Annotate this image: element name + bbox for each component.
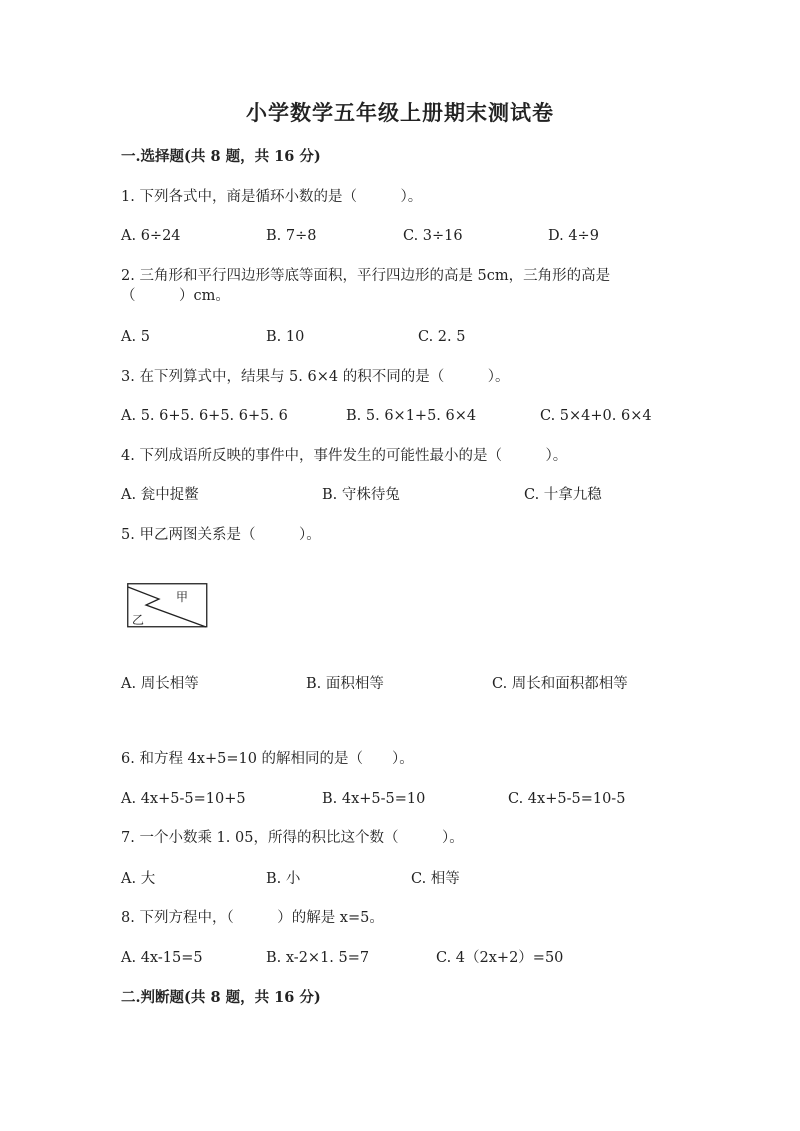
- question-4-option-b: B. 守株待兔: [322, 487, 400, 503]
- question-1-option-d: D. 4÷9: [548, 228, 599, 244]
- question-5-figure: [127, 583, 209, 629]
- question-5-option-a: A. 周长相等: [121, 676, 199, 692]
- question-2-option-b: B. 10: [266, 329, 305, 345]
- question-5-stem: 5. 甲乙两图关系是（ ）。: [121, 527, 321, 543]
- question-5-option-c: C. 周长和面积都相等: [492, 676, 628, 692]
- question-4-option-c: C. 十拿九稳: [524, 487, 602, 503]
- question-1-option-b: B. 7÷8: [266, 228, 317, 244]
- question-2-stem-line-1: 2. 三角形和平行四边形等底等面积，平行四边形的高是 5cm，三角形的高是: [121, 268, 611, 284]
- question-7-stem: 7. 一个小数乘 1. 05，所得的积比这个数（ ）。: [121, 830, 464, 846]
- figure-label-yi: 乙: [132, 613, 145, 627]
- question-1-option-a: A. 6÷24: [121, 228, 181, 244]
- page-title: 小学数学五年级上册期末测试卷: [246, 100, 554, 125]
- question-3-option-b: B. 5. 6×1+5. 6×4: [346, 408, 477, 424]
- question-2-option-c: C. 2. 5: [418, 329, 466, 345]
- question-1-stem: 1. 下列各式中，商是循环小数的是（ ）。: [121, 189, 423, 205]
- question-3-option-c: C. 5×4+0. 6×4: [540, 408, 652, 424]
- question-8-option-a: A. 4x-15=5: [121, 950, 203, 966]
- question-4-stem: 4. 下列成语所反映的事件中，事件发生的可能性最小的是（ ）。: [121, 448, 568, 464]
- question-3-stem: 3. 在下列算式中，结果与 5. 6×4 的积不同的是（ ）。: [121, 369, 510, 385]
- question-2-stem-line-2: （ ）cm。: [121, 288, 230, 304]
- question-6-option-a: A. 4x+5-5=10+5: [121, 791, 246, 807]
- question-8-stem: 8. 下列方程中，（ ）的解是 x=5。: [121, 910, 384, 926]
- question-6-stem: 6. 和方程 4x+5=10 的解相同的是（ ）。: [121, 751, 414, 767]
- figure-label-jia: 甲: [176, 590, 189, 604]
- question-7-option-c: C. 相等: [411, 871, 460, 887]
- question-8-option-c: C. 4（2x+2）=50: [436, 950, 564, 966]
- question-3-option-a: A. 5. 6+5. 6+5. 6+5. 6: [121, 408, 288, 424]
- question-2-option-a: A. 5: [121, 329, 150, 345]
- question-6-option-c: C. 4x+5-5=10-5: [508, 791, 626, 807]
- question-1-option-c: C. 3÷16: [403, 228, 463, 244]
- question-7-option-b: B. 小: [266, 871, 301, 887]
- question-6-option-b: B. 4x+5-5=10: [322, 791, 426, 807]
- question-5-option-b: B. 面积相等: [306, 676, 384, 692]
- question-4-option-a: A. 瓮中捉鳖: [121, 487, 199, 503]
- section-heading-choice: 一.选择题(共 8 题，共 16 分): [121, 148, 321, 165]
- section-heading-judgement: 二.判断题(共 8 题，共 16 分): [121, 989, 321, 1006]
- question-7-option-a: A. 大: [121, 871, 156, 887]
- question-8-option-b: B. x-2×1. 5=7: [266, 950, 370, 966]
